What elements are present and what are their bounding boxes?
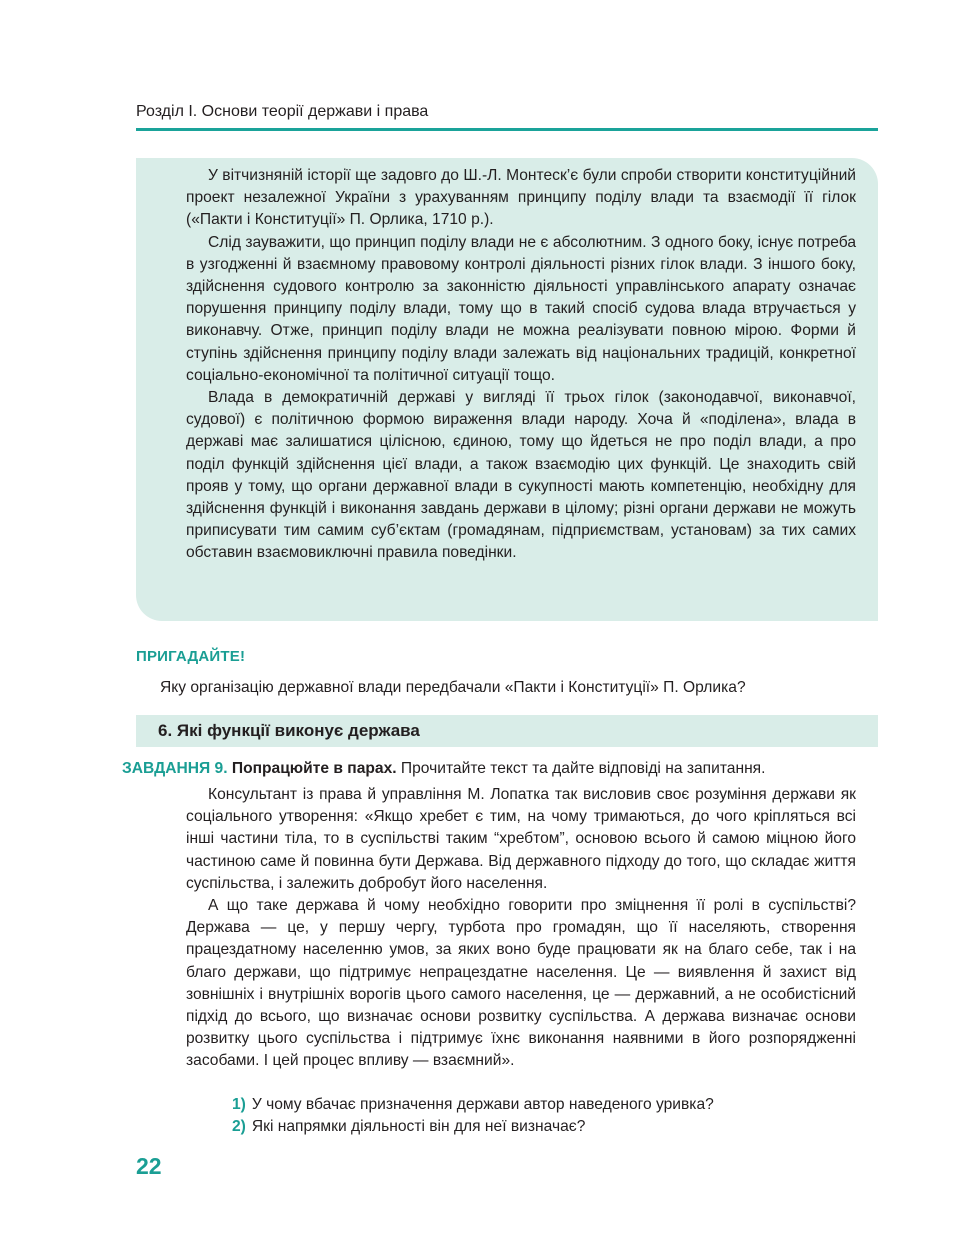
task-bold-text: Попрацюйте в парах. xyxy=(231,760,397,777)
excerpt-text xyxy=(186,784,856,1073)
quote-box xyxy=(136,158,878,621)
task-instruction xyxy=(122,758,765,780)
excerpt-paragraph-2: А що таке держава й чому необхідно говорити про зміцнення її ролі в суспільстві? Держава — це, у першу чергу, турбота про громадян, що її населяють, створення працездатному населенню умов, за яких воно буде працювати як на благо себе, так і на благо держави, що підтримує непрацездатне населення. Це — виявлення й захист від зовнішніх і внутрішніх ворогів цього самого населення, це — державний, а не особистісний підхід до всього, що визначає основи розвитку суспільства. А держава визначає основи розвитку цього суспільства і підтримує їхнє виконання наявними в його розпорядженні засобами. І цей процес впливу — взаємний». xyxy=(186,897,856,1070)
header-divider xyxy=(136,128,878,131)
remember-heading: ПРИГАДАЙТЕ! xyxy=(136,648,246,665)
question-item xyxy=(232,1116,585,1138)
running-title: Розділ І. Основи теорії держави і права xyxy=(136,103,429,120)
quote-paragraph-2: Слід зауважити, що принцип поділу влади не є абсолютним. З одного боку, існує потреба в узгодженні й взаємному правовому контролі діяльності різних гілок влади. З іншого боку, здійснення судового контролю за законністю діяльності управлінського апарату означає порушення принципу поділу влади, тому що в такий спосіб судова влада втручається у виконавчу. Отже, принцип поділу влади не можна реалізувати повною мірою. Форми й ступінь здійснення принципу поділу влади залежать від національних традицій, конкретної соціально-економічної та політичної ситуації тощо. xyxy=(186,233,856,384)
remember-question: Яку організацію державної влади передбачали «Пакти і Конституції» П. Орлика? xyxy=(160,679,746,696)
excerpt-paragraph-1: Консультант із права й управління М. Лопатка так висловив своє розуміння держави як соціального утворення: «Якщо хребет є тим, на чому тримаються, до чого кріпляться всі інші частини тіла, то в суспільстві таким “хребтом”, основою всього й самою міцною його частиною саме й повинна бути Держава. Від державного підходу до того, що складає життя суспільства, і залежить добробут його населення. xyxy=(186,786,856,892)
task-text: Прочитайте текст та дайте відповіді на запитання. xyxy=(400,760,766,777)
question-number: 1) xyxy=(232,1096,246,1113)
question-text: Які напрямки діяльності він для неї визначає? xyxy=(251,1118,586,1135)
question-item xyxy=(232,1094,714,1116)
page-number: 22 xyxy=(136,1153,162,1179)
section-heading-bar xyxy=(136,715,878,747)
section-title: 6. Які функції виконує держава xyxy=(158,721,420,740)
question-text: У чому вбачає призначення держави автор наведеного уривка? xyxy=(251,1096,714,1113)
quote-paragraph-3: Влада в демократичній державі у вигляді її трьох гілок (законодавчої, виконавчої, судової) є політичною формою вираження влади народу. Хоча й «поділена», влада в державі має залишатися цілісною, єдиною, тому що йдеться не про поділ влади, а про поділ функцій здійснення цієї влади, а також взаємодію цих функцій. Це знаходить свій прояв у тому, що органи державної влади в сукупності мають компетенцію, необхідну для здійснення функцій і виконання завдань держави в цілому; різні органи держави не можуть приписувати тим самим суб’єктам (громадянам, підприємствам, установам) за тих самих обставин взаємовиключні правила поведінки. xyxy=(186,389,856,562)
question-number: 2) xyxy=(232,1118,246,1135)
quote-paragraph-1: У вітчизняній історії ще задовго до Ш.-Л. Монтеск’є були спроби створити конституційний проект незалежної України з урахуванням принципу поділу влади та взаємодії її гілок («Пакти і Конституції» П. Орлика, 1710 р.). xyxy=(186,167,856,229)
task-label: ЗАВДАННЯ 9. xyxy=(122,760,228,777)
